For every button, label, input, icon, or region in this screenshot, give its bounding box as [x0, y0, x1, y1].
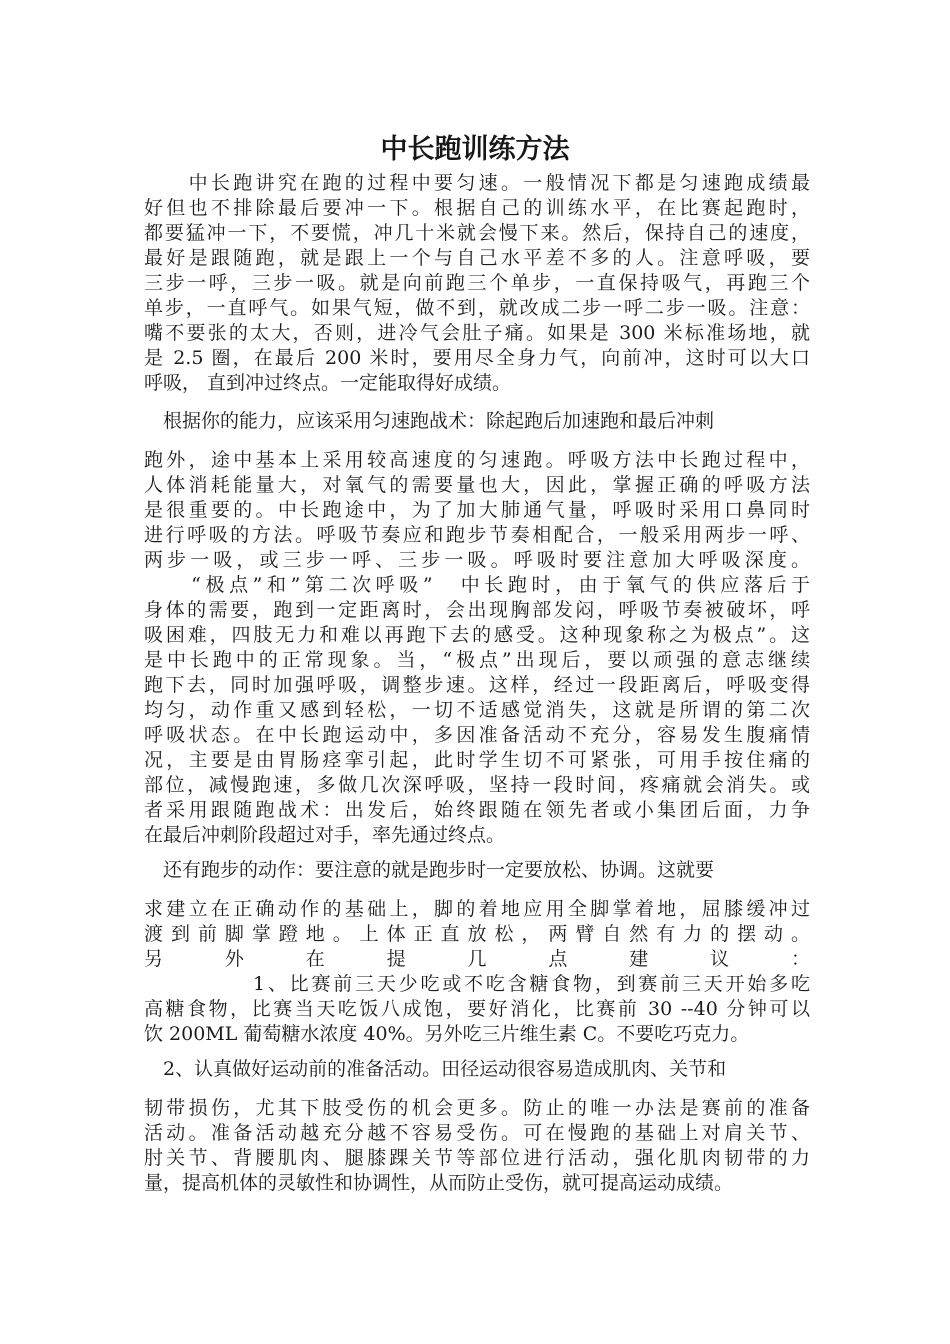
paragraph — [144, 858, 810, 883]
text-line: 另外在提几点建议： — [144, 948, 810, 970]
text-line: 量，提高机体的灵敏性和协调性，从而防止受伤，就可提高运动成绩。 — [144, 1172, 734, 1194]
text-line: 者采用跟随跑战术：出发后，始终跟随在领先者或小集团后面，力争 — [144, 799, 810, 821]
text-line: 均匀，动作重又感到轻松，一切不适感觉消失，这就是所谓的第二次 — [144, 699, 810, 721]
text-line: 吸困难，四肢无力和难以再跑下去的感受。这种现象称之为极点”。这 — [144, 624, 810, 646]
text-line: 跑外，途中基本上采用较高速度的匀速跑。呼吸方法中长跑过程中， — [144, 449, 810, 471]
text-line: 身体的需要，跑到一定距离时，会出现胸部发闷，呼吸节奏被破坏，呼 — [144, 599, 810, 621]
text-line: 最好是跟随跑，就是跟上一个与自己水平差不多的人。注意呼吸，要 — [144, 247, 810, 269]
text-line: 在最后冲刺阶段超过对手，率先通过终点。 — [144, 824, 506, 846]
text-line: 渡到前脚掌蹬地。上体正直放松，两臂自然有力的摆动。 — [144, 923, 810, 945]
text-line: 况，主要是由胃肠痉挛引起，此时学生切不可紧张，可用手按住痛的 — [144, 749, 810, 771]
text-line: 是中长跑中的正常现象。当，“极点”出现后，要以顽强的意志继续 — [144, 649, 810, 671]
text-line: 单步，一直呼气。如果气短，做不到，就改成二步一呼二步一吸。注意： — [144, 297, 810, 319]
text-line: 1、比赛前三天少吃或不吃含糖食物，到赛前三天开始多吃 — [144, 973, 810, 995]
text-line: 好但也不排除最后要冲一下。根据自己的训练水平，在比赛起跑时， — [144, 197, 810, 219]
paragraph — [144, 1057, 810, 1082]
text-line: 呼吸状态。在中长跑运动中，多因准备活动不充分，容易发生腹痛情 — [144, 724, 810, 746]
page-title: 中长跑训练方法 — [380, 134, 570, 165]
text-line: 是很重要的。中长跑途中，为了加大肺通气量，呼吸时采用口鼻同时 — [144, 499, 810, 521]
text-line: 三步一呼，三步一吸。就是向前跑三个单步，一直保持吸气，再跑三个 — [144, 272, 810, 294]
text-line: 韧带损伤，尤其下肢受伤的机会更多。防止的唯一办法是赛前的准备 — [144, 1097, 810, 1119]
text-line: 还有跑步的动作：要注意的就是跑步时一定要放松、协调。这就要 — [144, 859, 715, 881]
paragraph — [144, 448, 810, 848]
text-line: 高糖食物，比赛当天吃饭八成饱，要好消化，比赛前 30 --40 分钟可以 — [144, 998, 810, 1020]
text-line: 两步一吸，或三步一呼、三步一吸。呼吸时要注意加大呼吸深度。 — [144, 549, 810, 571]
text-line: 呼吸， 直到冲过终点。一定能取得好成绩。 — [144, 372, 512, 394]
text-line: 都要猛冲一下，不要慌，冲几十米就会慢下来。然后，保持自己的速度， — [144, 222, 810, 244]
text-line: 饮 200ML 葡萄糖水浓度 40%。另外吃三片维生素 C。不要吃巧克力。 — [144, 1023, 750, 1045]
text-line: 求建立在正确动作的基础上，脚的着地应用全脚掌着地，屈膝缓冲过 — [144, 898, 810, 920]
text-line: 肘关节、背腰肌肉、腿膝踝关节等部位进行活动，强化肌肉韧带的力 — [144, 1147, 810, 1169]
text-line: 进行呼吸的方法。呼吸节奏应和跑步节奏相配合，一般采用两步一呼、 — [144, 524, 810, 546]
text-line: 跑下去，同时加强呼吸，调整步速。这样，经过一段距离后，呼吸变得 — [144, 674, 810, 696]
text-line: 人体消耗能量大，对氧气的需要量也大，因此，掌握正确的呼吸方法 — [144, 474, 810, 496]
text-line: “极点”和”第二次呼吸” 中长跑时，由于氧气的供应落后于 — [144, 574, 810, 596]
text-line: 根据你的能力，应该采用匀速跑战术：除起跑后加速跑和最后冲刺 — [144, 410, 715, 432]
text-line: 是 2.5 圈，在最后 200 米时，要用尽全身力气，向前冲，这时可以大口 — [144, 347, 810, 369]
text-line: 活动。准备活动越充分越不容易受伤。可在慢跑的基础上对肩关节、 — [144, 1122, 810, 1144]
paragraph — [144, 897, 810, 1047]
text-line: 嘴不要张的太大，否则，进冷气会肚子痛。如果是 300 米标准场地，就 — [144, 322, 810, 344]
paragraph — [144, 1096, 810, 1196]
paragraph — [144, 409, 810, 434]
text-line: 中长跑讲究在跑的过程中要匀速。一般情况下都是匀速跑成绩最 — [144, 172, 810, 194]
text-line: 部位，减慢跑速，多做几次深呼吸，坚持一段时间，疼痛就会消失。或 — [144, 774, 810, 796]
paragraph — [144, 171, 810, 396]
text-line: 2、认真做好运动前的准备活动。田径运动很容易造成肌肉、关节和 — [144, 1058, 727, 1080]
